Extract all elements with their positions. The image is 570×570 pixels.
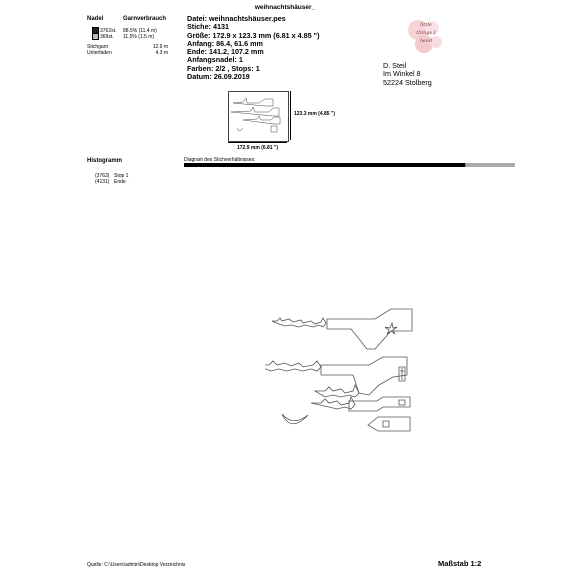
house-outline [321,357,407,395]
moon-icon [282,414,308,424]
page-title: weihnachtshäuser_ [254,4,316,11]
svg-text:things I: things I [416,30,436,36]
address-block [383,62,432,87]
end-position: Ende: 141.2, 107.2 mm [187,47,264,57]
histogram-caption: Diagram des Stichverhältnisses: [184,157,256,163]
histogram-bar [184,163,515,167]
height-label: 123.3 mm (4.85 ") [294,111,336,117]
scale-label: Maßstab 1:2 [438,559,482,568]
star-icon [385,323,397,334]
width-dimension-line [228,142,287,143]
height-dimension-line [290,91,291,140]
file-info [187,15,319,81]
histogram-title: Histogramm [87,158,123,164]
house-window [399,400,405,405]
thread-count: 3762st. [100,27,117,34]
brand-logo [402,14,450,58]
address-name: D. Steil [383,61,407,70]
tree-outline [315,385,359,397]
house-outline [327,309,412,349]
date: Datum: 26.09.2019 [187,72,250,82]
stitch-yarn-value: 12.9 m [152,44,168,50]
under-thread-value: 4.3 m [155,50,168,56]
histogram-entry-value: (4131) [95,179,110,185]
start-position: Anfang: 86.4, 61.6 mm [187,38,263,48]
under-thread-label: Unterfaden [87,50,112,56]
thread-percent-2: 11.5% (1.5 m) [123,34,155,40]
yarn-header: Garnverbrauch [123,16,167,22]
design-preview [228,91,289,142]
histogram-entry-value: (3763) [95,173,110,179]
source-path: Quelle: C:\Users\admin\Desktop Verzeichnis [87,562,186,568]
histogram-segment-end [465,163,515,167]
thread-count: 369st. [100,33,114,40]
histogram-entry-label: Ende [114,179,126,185]
start-needle: Anfangsnadel: 1 [187,55,243,65]
address-city: 52224 Stolberg [383,77,432,87]
address-street: Im Winkel 8 [383,69,421,79]
histogram-segment-stop [184,163,465,167]
svg-text:little: little [420,22,432,28]
house-window [400,368,404,380]
design-drawing [265,305,430,440]
thread-percent-1: 88.5% (11.4 m) [123,28,157,34]
colors-stops: Farben: 2/2 , Stops: 1 [187,63,260,73]
thread-color-swatch [92,33,99,40]
house-outline [349,397,410,411]
stitch-yarn-label: Stichgarn [87,44,109,50]
svg-text:.: . [425,47,427,50]
file-name: Datei: weihnachtshäuser.pes [187,14,286,23]
thread-row-2 [92,33,114,40]
histogram-entry-label: Stop 1 [114,173,129,179]
tree-outline [272,318,326,327]
histogram-entry [95,179,109,185]
design-size: Größe: 172.9 x 123.3 mm (6.81 x 4.85 ") [187,30,320,40]
house-window [383,421,389,427]
width-label: 172.9 mm (6.81 ") [236,145,278,151]
stitch-count: Stiche: 4131 [187,22,229,32]
needle-header: Nadel [87,16,104,22]
tree-outline [311,397,355,409]
svg-text:need: need [419,38,433,44]
tree-outline [265,361,321,371]
